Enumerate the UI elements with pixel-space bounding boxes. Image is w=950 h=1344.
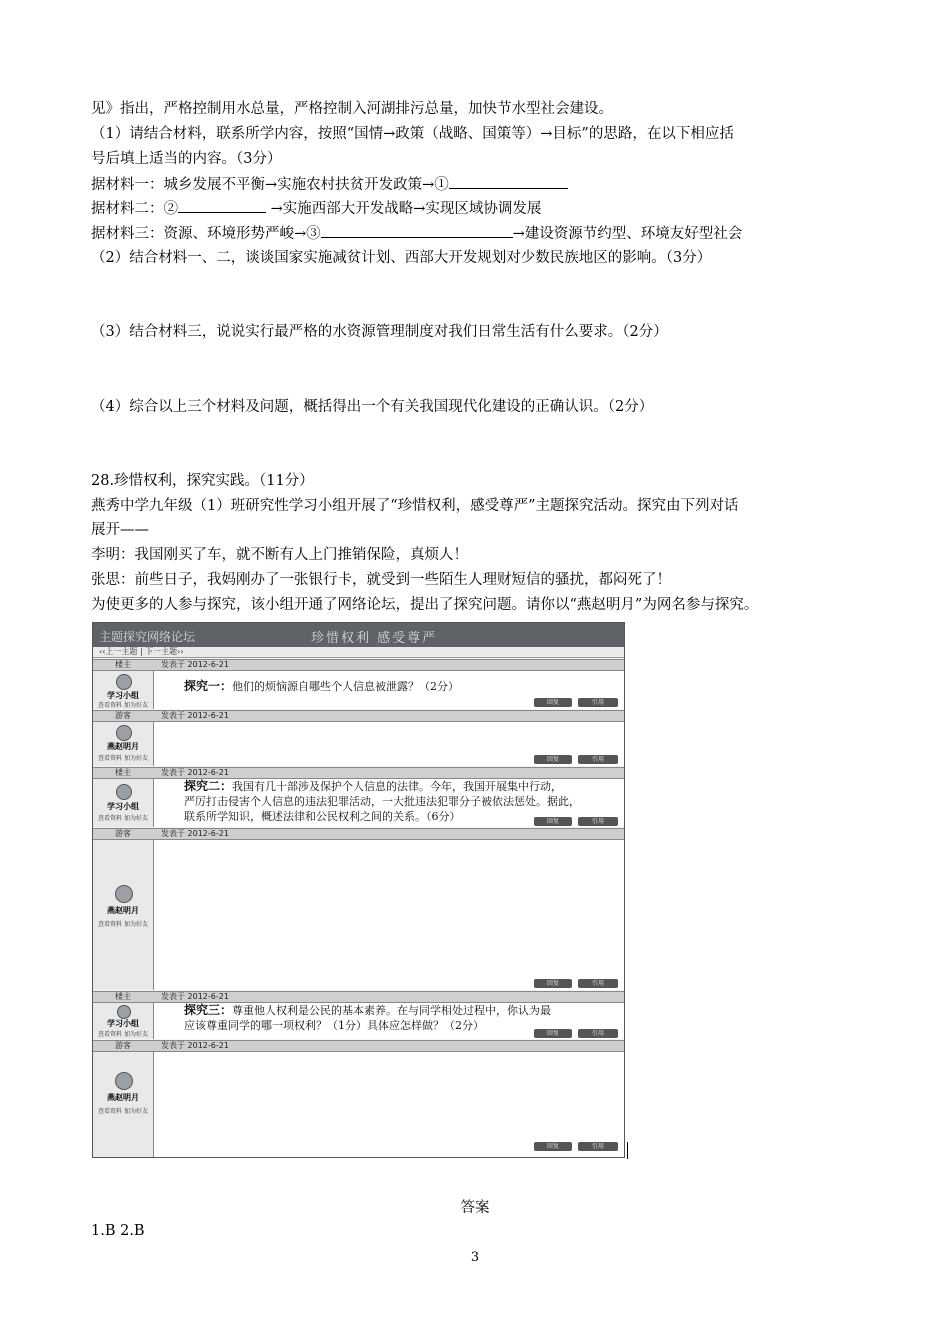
post-author-panel <box>93 1003 154 1039</box>
post-author-panel <box>93 840 154 990</box>
reply-button[interactable]: 回复 <box>534 1142 572 1151</box>
post-body <box>154 671 624 709</box>
material-1-text: 据材料一：城乡发展不平衡→实施农村扶贫开发政策→① <box>91 177 449 193</box>
forum-titlebar <box>93 623 624 647</box>
question-1-line-b: 号后填上适当的内容。（3分） <box>91 151 282 167</box>
topic-navigation[interactable] <box>93 647 624 658</box>
post-header <box>93 659 624 671</box>
answer-heading: 答案 <box>460 1200 490 1216</box>
paragraph-line: 展开—— <box>91 522 149 538</box>
post-header <box>93 991 624 1003</box>
post-role: 楼主 <box>115 992 131 1001</box>
answer-blank-3[interactable] <box>321 223 513 238</box>
avatar <box>116 784 132 800</box>
quote-button[interactable]: 引用 <box>578 979 618 988</box>
post-role: 游客 <box>115 829 131 838</box>
forum-screenshot <box>92 622 625 1158</box>
post-body <box>154 779 624 827</box>
quote-button[interactable]: 引用 <box>578 755 618 764</box>
post-author-panel <box>93 1052 154 1157</box>
reply-area[interactable] <box>154 722 624 766</box>
text-line: 见》指出，严格控制用水总量，严格控制入河湖排污总量，加快节水型社会建设。 <box>91 101 613 117</box>
profile-icons[interactable]: 查看资料 加为好友 <box>98 1108 148 1115</box>
forum-name: 主题探究网络论坛 <box>99 630 196 644</box>
post-date: 发表于 2012-6-21 <box>161 1041 229 1050</box>
post-date: 发表于 2012-6-21 <box>161 992 229 1001</box>
post-date: 发表于 2012-6-21 <box>161 829 229 838</box>
dialogue-liming: 李明：我国刚买了车，就不断有人上门推销保险，真烦人！ <box>91 547 468 563</box>
post-date: 发表于 2012-6-21 <box>161 660 229 669</box>
inquiry-text: 应该尊重同学的哪一项权利？（1分）具体应怎样做？（2分） <box>184 1019 484 1032</box>
forum-topic: 珍惜权利 感受尊严 <box>311 631 438 646</box>
profile-icons[interactable]: 查看资料 加为好友 <box>98 755 148 762</box>
post-author-panel <box>93 722 154 766</box>
inquiry-label: 探究三： <box>184 1003 233 1017</box>
avatar <box>116 674 132 690</box>
inquiry-text: 严厉打击侵害个人信息的违法犯罪活动，一大批违法犯罪分子被依法惩处。据此， <box>184 795 580 808</box>
reply-button[interactable]: 回复 <box>534 698 572 707</box>
post-header <box>93 710 624 722</box>
inquiry-label: 探究一： <box>184 679 233 693</box>
reply-area[interactable] <box>154 1052 624 1157</box>
inquiry-text: 联系所学知识，概述法律和公民权利之间的关系。（6分） <box>184 810 461 823</box>
reply-area[interactable] <box>154 840 624 990</box>
material-2-text-pre: 据材料二：② <box>91 201 178 217</box>
reply-button[interactable]: 回复 <box>534 979 572 988</box>
avatar <box>116 725 132 741</box>
avatar <box>115 885 133 903</box>
author-name: 学习小组 <box>107 1019 139 1028</box>
author-name: 学习小组 <box>107 691 139 700</box>
answer-blank-2[interactable] <box>178 198 266 213</box>
author-name: 燕赵明月 <box>107 742 139 751</box>
profile-icons[interactable]: 查看资料 加为好友 <box>98 702 148 709</box>
inquiry-1 <box>184 679 459 694</box>
quote-button[interactable]: 引用 <box>578 817 618 826</box>
post-body <box>154 1003 624 1039</box>
author-name: 燕赵明月 <box>107 906 139 915</box>
question-3: （3）结合材料三，说说实行最严格的水资源管理制度对我们日常生活有什么要求。（2分） <box>91 324 668 340</box>
profile-icons[interactable]: 查看资料 加为好友 <box>98 815 148 822</box>
page-number: 3 <box>470 1250 480 1265</box>
post-header <box>93 1040 624 1052</box>
material-2-text-post: →实施西部大开发战略→实现区域协调发展 <box>270 201 542 217</box>
topic-nav-links[interactable]: ‹‹上一主题 | 下一主题›› <box>99 647 184 656</box>
answer-line: 1.B 2.B <box>91 1223 145 1239</box>
reply-button[interactable]: 回复 <box>534 1029 572 1038</box>
inquiry-2 <box>184 779 580 824</box>
post-author-panel <box>93 779 154 827</box>
post-header <box>93 828 624 840</box>
avatar <box>117 1005 131 1019</box>
inquiry-label: 探究二： <box>184 779 233 793</box>
paragraph-line: 燕秀中学九年级（1）班研究性学习小组开展了“珍惜权利，感受尊严”主题探究活动。探究由下列对话 <box>91 498 739 514</box>
post-header <box>93 767 624 779</box>
question-1-line-a: （1）请结合材料，联系所学内容，按照“国情→政策（战略、国策等）→目标”的思路，在以下相应括 <box>91 126 734 142</box>
inquiry-text: 我国有几十部涉及保护个人信息的法律。今年，我国开展集中行动， <box>232 780 563 793</box>
inquiry-text: 他们的烦恼源自哪些个人信息被泄露？（2分） <box>232 680 460 693</box>
material-1-line <box>91 174 568 195</box>
question-2: （2）结合材料一、二，谈谈国家实施减贫计划、西部大开发规划对少数民族地区的影响。（3分） <box>91 250 712 266</box>
text-cursor <box>627 1142 628 1159</box>
avatar <box>115 1072 133 1090</box>
post-role: 楼主 <box>115 660 131 669</box>
quote-button[interactable]: 引用 <box>578 1142 618 1151</box>
inquiry-3 <box>184 1003 551 1033</box>
author-name: 燕赵明月 <box>107 1093 139 1102</box>
post-role: 游客 <box>115 711 131 720</box>
material-3-text-post: →建设资源节约型、环境友好型社会 <box>512 226 743 242</box>
quote-button[interactable]: 引用 <box>578 698 618 707</box>
quote-button[interactable]: 引用 <box>578 1029 618 1038</box>
profile-icons[interactable]: 查看资料 加为好友 <box>98 921 148 928</box>
post-author-panel <box>93 671 154 709</box>
answer-blank-1[interactable] <box>449 174 568 189</box>
question-28-heading: 28.珍惜权利，探究实践。（11分） <box>91 473 314 489</box>
reply-button[interactable]: 回复 <box>534 755 572 764</box>
post-role: 楼主 <box>115 768 131 777</box>
material-3-text-pre: 据材料三：资源、环境形势严峻→③ <box>91 226 321 242</box>
reply-button[interactable]: 回复 <box>534 817 572 826</box>
profile-icons[interactable]: 查看资料 加为好友 <box>98 1031 148 1038</box>
post-date: 发表于 2012-6-21 <box>161 768 229 777</box>
question-4: （4）综合以上三个材料及问题，概括得出一个有关我国现代化建设的正确认识。（2分） <box>91 399 654 415</box>
material-2-line <box>91 198 541 219</box>
author-name: 学习小组 <box>107 802 139 811</box>
post-date: 发表于 2012-6-21 <box>161 711 229 720</box>
material-3-line <box>91 223 742 244</box>
inquiry-text: 尊重他人权利是公民的基本素养。在与同学相处过程中，你认为最 <box>232 1004 552 1017</box>
paragraph-line: 为使更多的人参与探究，该小组开通了网络论坛，提出了探究问题。请你以“燕赵明月”为网名参与探究。 <box>91 597 759 613</box>
post-role: 游客 <box>115 1041 131 1050</box>
dialogue-zhangsi: 张思：前些日子，我妈刚办了一张银行卡，就受到一些陌生人理财短信的骚扰，都闷死了！ <box>91 572 671 588</box>
